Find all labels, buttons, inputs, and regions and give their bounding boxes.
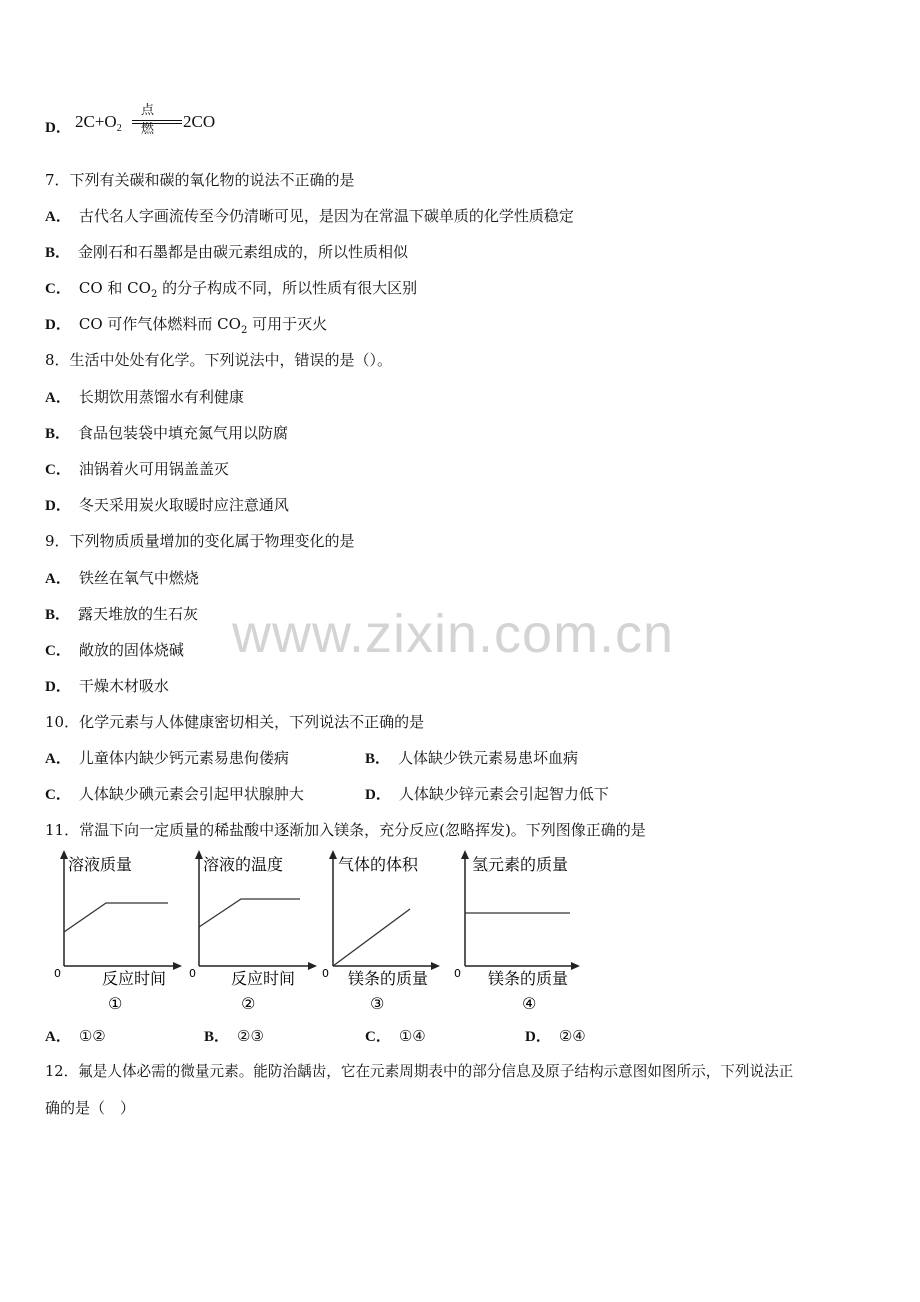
option-text: ①② <box>78 1027 106 1045</box>
option-text: 人体缺少锌元素会引起智力低下 <box>398 785 609 803</box>
x-axis-label: 反应时间 <box>102 969 167 988</box>
q9-stem: 9．下列物质质量增加的变化属于物理变化的是 <box>45 532 355 550</box>
option-text: 敞放的固体烧碱 <box>78 641 184 659</box>
q8-option-b[interactable] <box>45 423 288 444</box>
curve-rise-then-flat <box>199 899 300 927</box>
origin-label: 0 <box>322 967 329 980</box>
option-label: A． <box>45 209 71 225</box>
q11-option-b[interactable] <box>204 1026 264 1047</box>
eq-product: 2CO <box>183 112 216 131</box>
q8-option-c[interactable] <box>45 459 229 480</box>
option-text: 食品包装袋中填充氮气用以防腐 <box>78 424 289 442</box>
watermark: www.zixin.com.cn <box>232 604 675 664</box>
option-label: D． <box>365 787 391 803</box>
q8-stem: 8．生活中处处有化学。下列说法中，错误的是（）。 <box>45 351 393 369</box>
y-axis-label: 溶液的温度 <box>203 855 284 874</box>
origin-label: 0 <box>189 967 196 980</box>
option-label: D． <box>45 679 71 695</box>
eq-reactants: 2C+O <box>75 112 117 131</box>
q11-graph-3 <box>320 846 460 1020</box>
graph-4-svg <box>452 846 592 1016</box>
option-text: ②③ <box>237 1027 264 1045</box>
option-label: B． <box>45 607 71 623</box>
q7-option-d[interactable] <box>45 314 327 341</box>
option-label: A． <box>45 571 71 587</box>
option-label: C． <box>45 643 71 659</box>
graph-3-svg <box>320 846 460 1016</box>
option-text-pre: CO 和 CO <box>78 279 151 297</box>
x-axis-label: 镁条的质量 <box>348 969 429 988</box>
option-text: 露天堆放的生石灰 <box>78 605 199 623</box>
y-axis-label: 氢元素的质量 <box>472 855 569 874</box>
option-text-pre: CO 可作气体燃料而 CO <box>78 315 241 333</box>
option-label: B． <box>45 245 71 261</box>
y-arrow-icon <box>60 850 68 859</box>
option-label: B． <box>45 426 71 442</box>
x-arrow-icon <box>571 962 580 970</box>
origin-label: 0 <box>54 967 61 980</box>
q6-eq-left <box>75 112 122 134</box>
x-axis-label: 反应时间 <box>231 969 296 988</box>
q11-option-a[interactable] <box>45 1026 106 1047</box>
option-label: C． <box>45 281 71 297</box>
graph-number: ③ <box>370 994 385 1013</box>
option-text: 人体缺少碘元素会引起甲状腺肿大 <box>78 785 304 803</box>
q10-option-b[interactable] <box>365 748 578 769</box>
graph-number: ④ <box>522 994 537 1013</box>
curve-linear-rise <box>333 909 410 966</box>
option-text: 儿童体内缺少钙元素易患佝偻病 <box>78 749 289 767</box>
y-axis-label: 溶液质量 <box>68 855 133 874</box>
q11-option-c[interactable] <box>365 1026 426 1047</box>
eq-double-bar <box>132 120 182 124</box>
q9-option-a[interactable] <box>45 568 199 589</box>
q7-stem: 7．下列有关碳和碳的氧化物的说法不正确的是 <box>45 171 355 189</box>
q8-option-a[interactable] <box>45 387 244 408</box>
option-text: 长期饮用蒸馏水有利健康 <box>78 388 244 406</box>
option-label: D． <box>45 498 71 514</box>
origin-label: 0 <box>454 967 461 980</box>
option-text: 冬天采用炭火取暖时应注意通风 <box>78 496 289 514</box>
q11-option-d[interactable] <box>525 1026 586 1047</box>
option-text: ①④ <box>398 1027 426 1045</box>
q7-option-a[interactable] <box>45 206 574 227</box>
option-text-post: 可用于灭火 <box>247 315 328 333</box>
option-text-post: 的分子构成不同，所以性质有很大区别 <box>157 279 418 297</box>
option-label: B． <box>365 751 391 767</box>
option-text: 油锅着火可用锅盖盖灭 <box>78 460 229 478</box>
q12-stem-line-1: 12．氟是人体必需的微量元素。能防治龋齿，它在元素周期表中的部分信息及原子结构示意图如图所示，下列说法正 <box>45 1063 794 1080</box>
option-label: A． <box>45 390 71 406</box>
graph-number: ② <box>241 994 256 1013</box>
q9-option-b[interactable] <box>45 604 198 625</box>
option-label: C． <box>45 787 71 803</box>
q11-graph-4 <box>452 846 592 1020</box>
option-label: C． <box>365 1029 391 1045</box>
q10-option-d[interactable] <box>365 784 609 805</box>
y-axis-label: 气体的体积 <box>338 855 419 874</box>
y-arrow-icon <box>329 850 337 859</box>
option-text: 铁丝在氧气中燃烧 <box>78 569 199 587</box>
q10-stem: 10．化学元素与人体健康密切相关，下列说法不正确的是 <box>45 713 425 731</box>
x-arrow-icon <box>431 962 440 970</box>
curve-rise-then-flat <box>64 903 168 932</box>
co2-subscript: 2 <box>150 289 158 300</box>
q12-stem-line-2: 确的是（ ） <box>45 1099 136 1117</box>
q8-option-d[interactable] <box>45 495 289 516</box>
q9-option-d[interactable] <box>45 676 169 697</box>
q7-option-b[interactable] <box>45 242 408 263</box>
option-label: D． <box>45 317 71 333</box>
x-arrow-icon <box>173 962 182 970</box>
graph-2-svg <box>185 846 325 1016</box>
graph-1-svg <box>50 846 190 1016</box>
option-label: B． <box>204 1029 230 1045</box>
q7-option-c[interactable] <box>45 278 417 305</box>
eq-condition: 点燃 <box>141 103 155 137</box>
q10-option-c[interactable] <box>45 784 304 805</box>
q9-option-c[interactable] <box>45 640 184 661</box>
y-arrow-icon <box>195 850 203 859</box>
q6-d-label: D． <box>45 120 71 136</box>
option-label: A． <box>45 751 71 767</box>
co2-subscript: 2 <box>240 325 248 336</box>
q11-stem: 11．常温下向一定质量的稀盐酸中逐渐加入镁条，充分反应(忽略挥发)。下列图像正确的是 <box>45 821 646 839</box>
option-text: 古代名人字画流传至今仍清晰可见，是因为在常温下碳单质的化学性质稳定 <box>78 207 574 225</box>
option-text: ②④ <box>558 1027 586 1045</box>
option-label: C． <box>45 462 71 478</box>
option-text: 干燥木材吸水 <box>78 677 169 695</box>
q11-graph-2 <box>185 846 325 1020</box>
option-label: A． <box>45 1029 71 1045</box>
option-text: 金刚石和石墨都是由碳元素组成的，所以性质相似 <box>78 243 409 261</box>
eq-o2-subscript: 2 <box>116 123 122 134</box>
x-arrow-icon <box>308 962 317 970</box>
y-arrow-icon <box>461 850 469 859</box>
option-text: 人体缺少铁元素易患坏血病 <box>398 749 579 767</box>
q11-graph-1 <box>50 846 190 1020</box>
q10-option-a[interactable] <box>45 748 289 769</box>
graph-number: ① <box>108 994 123 1013</box>
x-axis-label: 镁条的质量 <box>488 969 569 988</box>
option-label: D． <box>525 1029 551 1045</box>
